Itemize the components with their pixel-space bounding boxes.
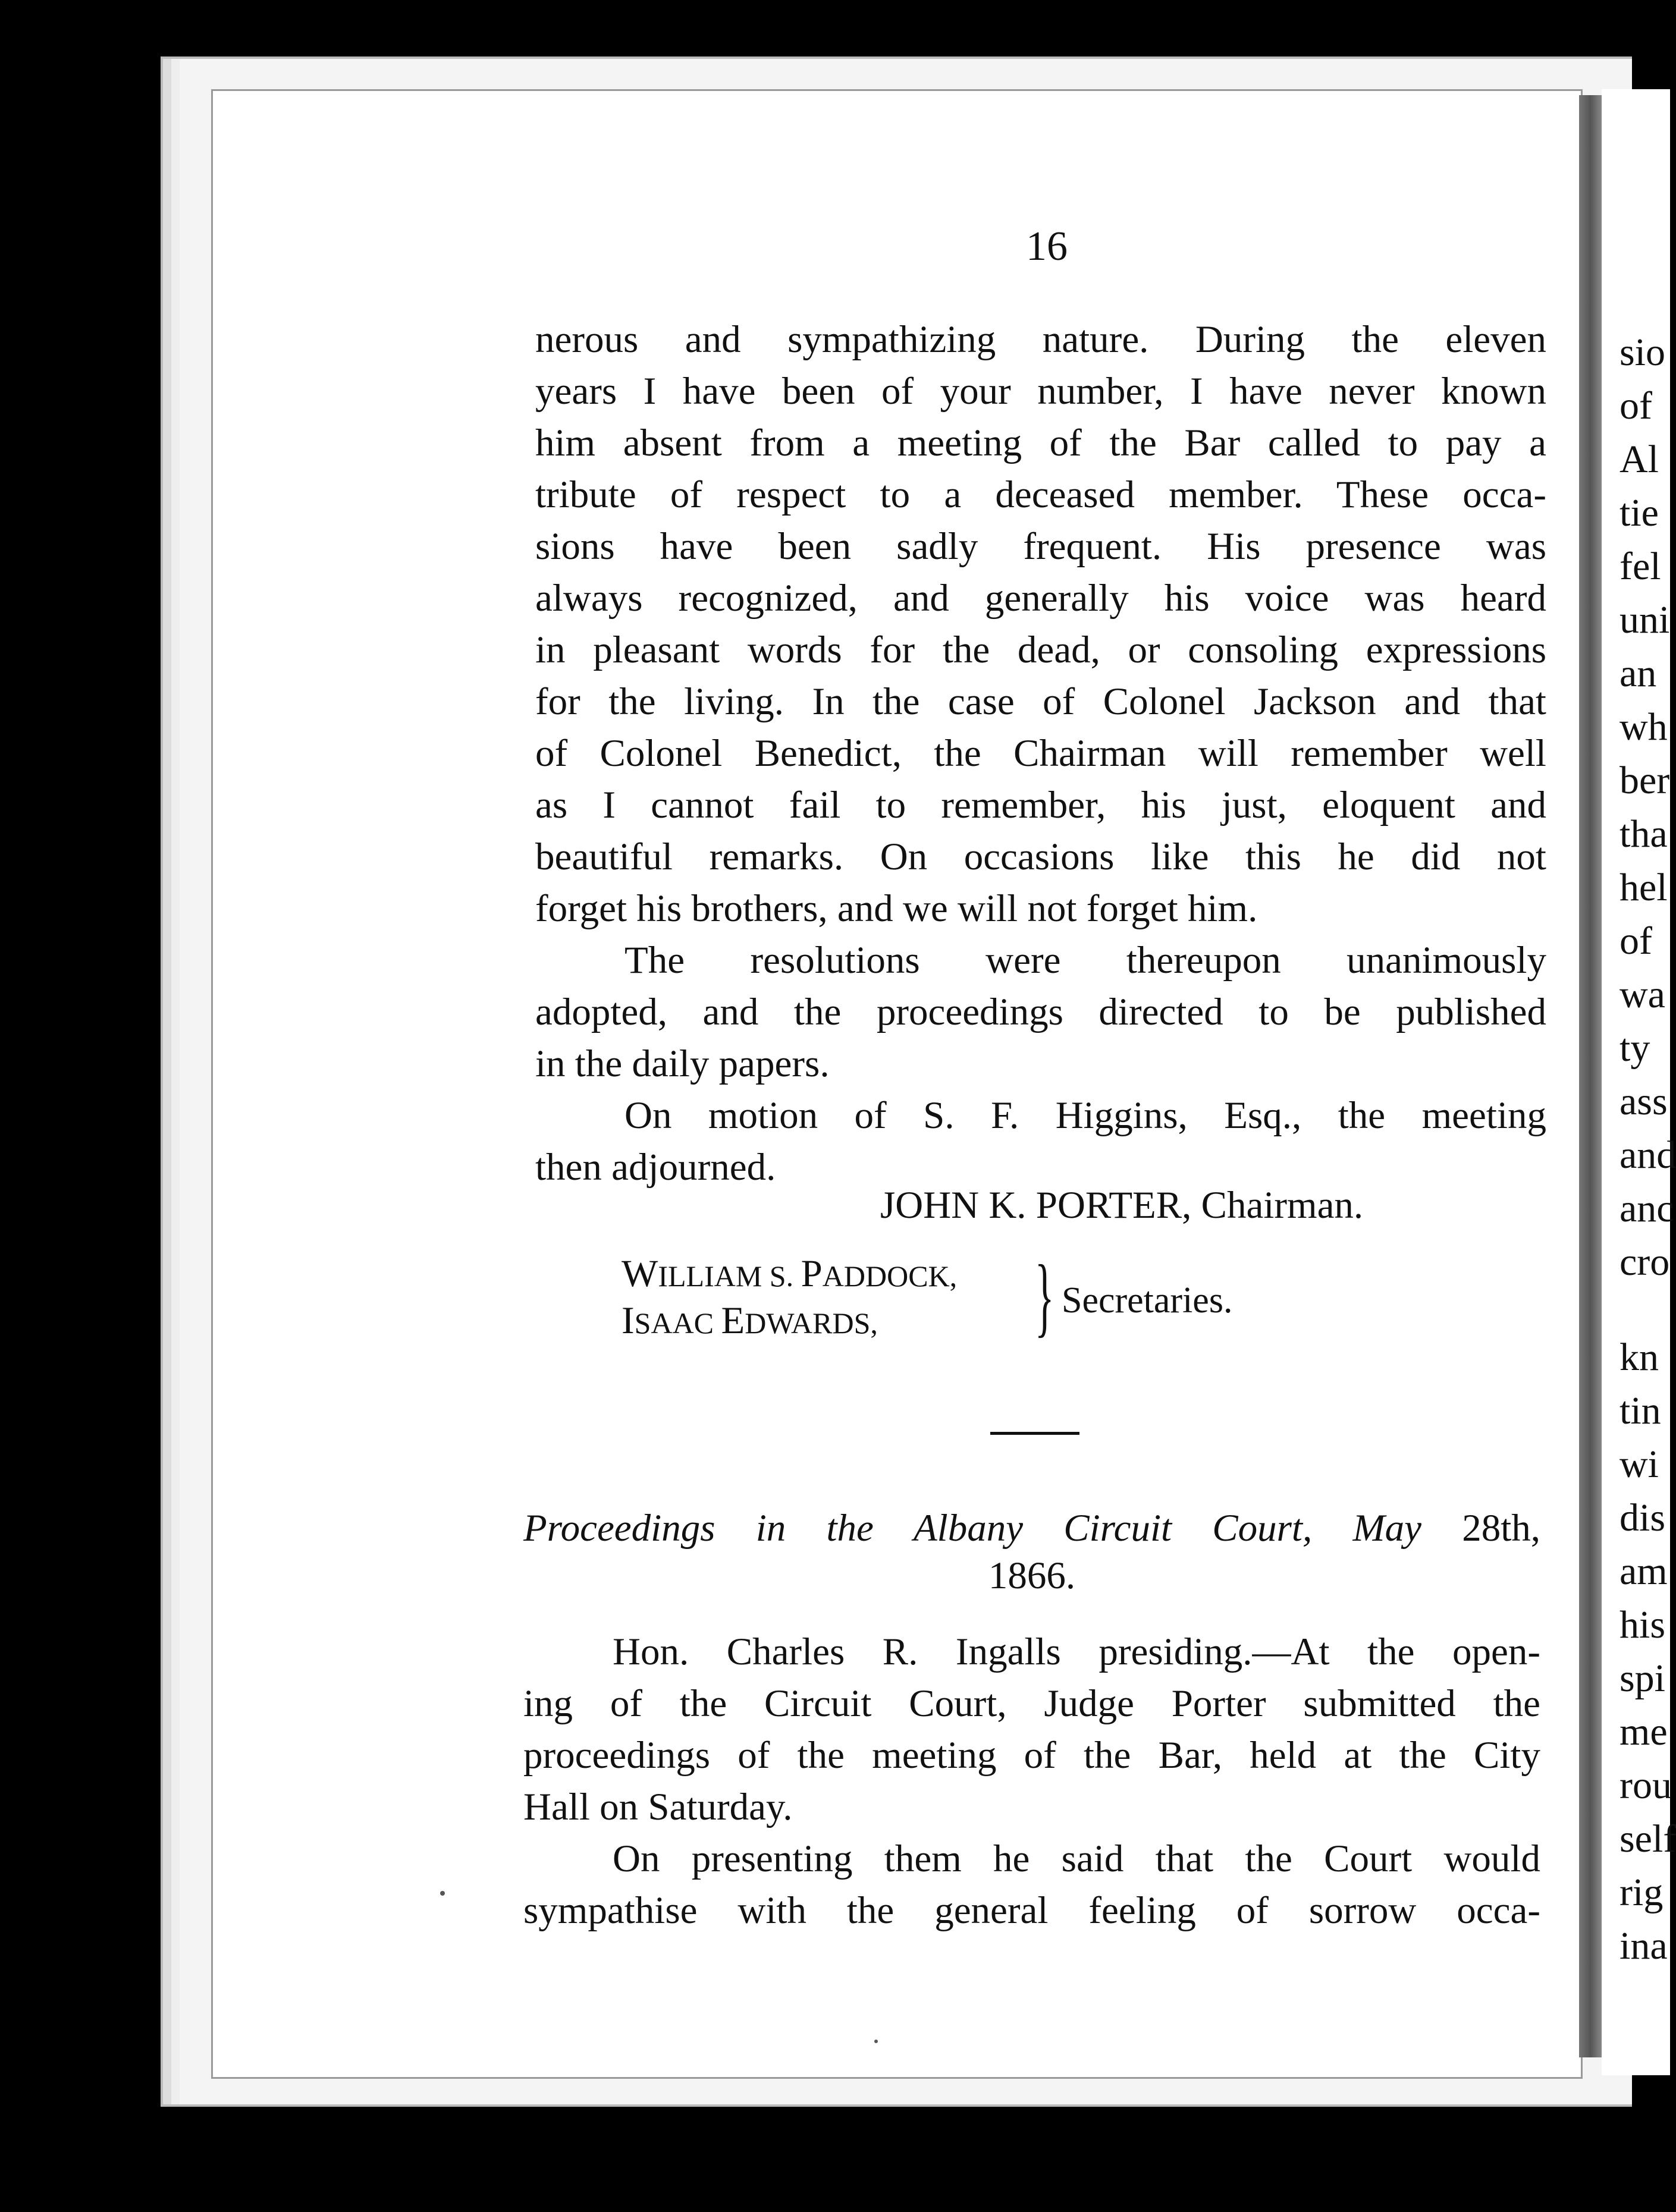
text-line: for the living. In the case of Colonel Jackson and that: [535, 680, 1546, 723]
facing-page-fragment: sio: [1619, 331, 1666, 374]
text-line: always recognized, and generally his voice was heard: [535, 577, 1546, 620]
secretary-names: [622, 1252, 957, 1346]
text-line: forget his brothers, and we will not forget him.: [535, 887, 1258, 930]
facing-page-fragment: ass: [1619, 1080, 1668, 1123]
facing-page-fragment: anc: [1619, 1187, 1674, 1230]
brace-icon: }: [1035, 1247, 1054, 1346]
facing-page-fragment: tha: [1619, 812, 1668, 856]
page-number: 16: [1026, 224, 1068, 269]
section-text: [523, 1626, 1540, 1937]
facing-page-fragment: me: [1619, 1710, 1668, 1754]
facing-page-fragment: wi: [1619, 1443, 1659, 1486]
facing-page-fragment: hel: [1619, 866, 1668, 909]
text-line: sions have been sadly frequent. His presence was: [535, 525, 1546, 568]
facing-page-fragment: fel: [1619, 545, 1661, 588]
facing-page-fragment: his: [1619, 1603, 1666, 1647]
facing-page-fragment: tie: [1619, 491, 1659, 535]
text-line: ing of the Circuit Court, Judge Porter submitted the: [523, 1682, 1540, 1725]
facing-page-fragment: dis: [1619, 1496, 1666, 1539]
text-line: as I cannot fail to remember, his just, eloquent and: [535, 784, 1546, 827]
text-line: beautiful remarks. On occasions like this he did not: [535, 835, 1546, 878]
section-heading-line: Proceedings in the Albany Circuit Court, May 28th,: [523, 1507, 1541, 1550]
facing-page-fragment: ina: [1619, 1924, 1668, 1968]
text-line: sympathise with the general feeling of sorrow occa-: [523, 1889, 1540, 1932]
facing-page-fragment: rig: [1619, 1871, 1664, 1914]
section-heading: [523, 1504, 1540, 1600]
facing-page-fragment: ty: [1619, 1026, 1650, 1070]
chairman-signature: JOHN K. PORTER, Chairman.: [880, 1184, 1364, 1227]
secretary-name: ISAAC EDWARDS,: [622, 1299, 878, 1342]
text-line: proceedings of the meeting of the Bar, held at the City: [523, 1734, 1540, 1777]
section-heading-year: 1866.: [988, 1554, 1076, 1597]
secretary-name: WILLIAM S. PADDOCK,: [622, 1252, 958, 1295]
facing-page-fragment: rou: [1619, 1764, 1672, 1807]
text-line: nerous and sympathizing nature. During the eleven: [535, 318, 1546, 361]
facing-page-fragment: wh: [1619, 705, 1668, 749]
text-line: Hall on Saturday.: [523, 1786, 793, 1828]
facing-page-fragment: of: [1619, 384, 1652, 428]
page-gutter: [1579, 95, 1602, 2057]
text-line: of Colonel Benedict, the Chairman will remember well: [535, 732, 1546, 775]
section-divider: [990, 1432, 1079, 1435]
text-line: years I have been of your number, I have never known: [535, 370, 1546, 413]
text-line: then adjourned.: [535, 1146, 776, 1189]
text-line: him absent from a meeting of the Bar called to pay a: [535, 422, 1546, 464]
ink-speck: [874, 2040, 878, 2043]
text-line: in the daily papers.: [535, 1042, 830, 1085]
facing-page-fragment: self: [1619, 1817, 1676, 1861]
ink-speck: [440, 1891, 445, 1896]
facing-page-fragment: kn: [1619, 1336, 1659, 1379]
text-line: On motion of S. F. Higgins, Esq., the meeting: [624, 1094, 1546, 1137]
facing-page-fragment: spi: [1619, 1657, 1666, 1700]
facing-page-fragment: an: [1619, 652, 1657, 695]
facing-page-fragment: ber: [1619, 759, 1670, 802]
secretaries-label: Secretaries.: [1062, 1280, 1233, 1321]
continuation-text: [535, 314, 1546, 1193]
facing-page-fragment: am: [1619, 1550, 1668, 1593]
facing-page-fragment: of: [1619, 919, 1652, 963]
facing-page-fragment: cro: [1619, 1240, 1670, 1284]
text-line: On presenting them he said that the Court would: [613, 1837, 1540, 1880]
facing-page-fragment: tin: [1619, 1389, 1661, 1432]
text-line: in pleasant words for the dead, or consoling expressions: [535, 629, 1546, 671]
facing-page-fragment: uni: [1619, 598, 1670, 642]
text-line: tribute of respect to a deceased member. These occa-: [535, 473, 1546, 516]
facing-page-fragment: Al: [1619, 438, 1659, 481]
text-line: adopted, and the proceedings directed to be published: [535, 991, 1546, 1033]
text-line: Hon. Charles R. Ingalls presiding.—At the open-: [613, 1630, 1540, 1673]
facing-page-fragment: and: [1619, 1133, 1676, 1177]
facing-page-fragment: wa: [1619, 973, 1665, 1016]
text-line: The resolutions were thereupon unanimously: [624, 939, 1546, 982]
facing-page: [1602, 89, 1676, 2075]
